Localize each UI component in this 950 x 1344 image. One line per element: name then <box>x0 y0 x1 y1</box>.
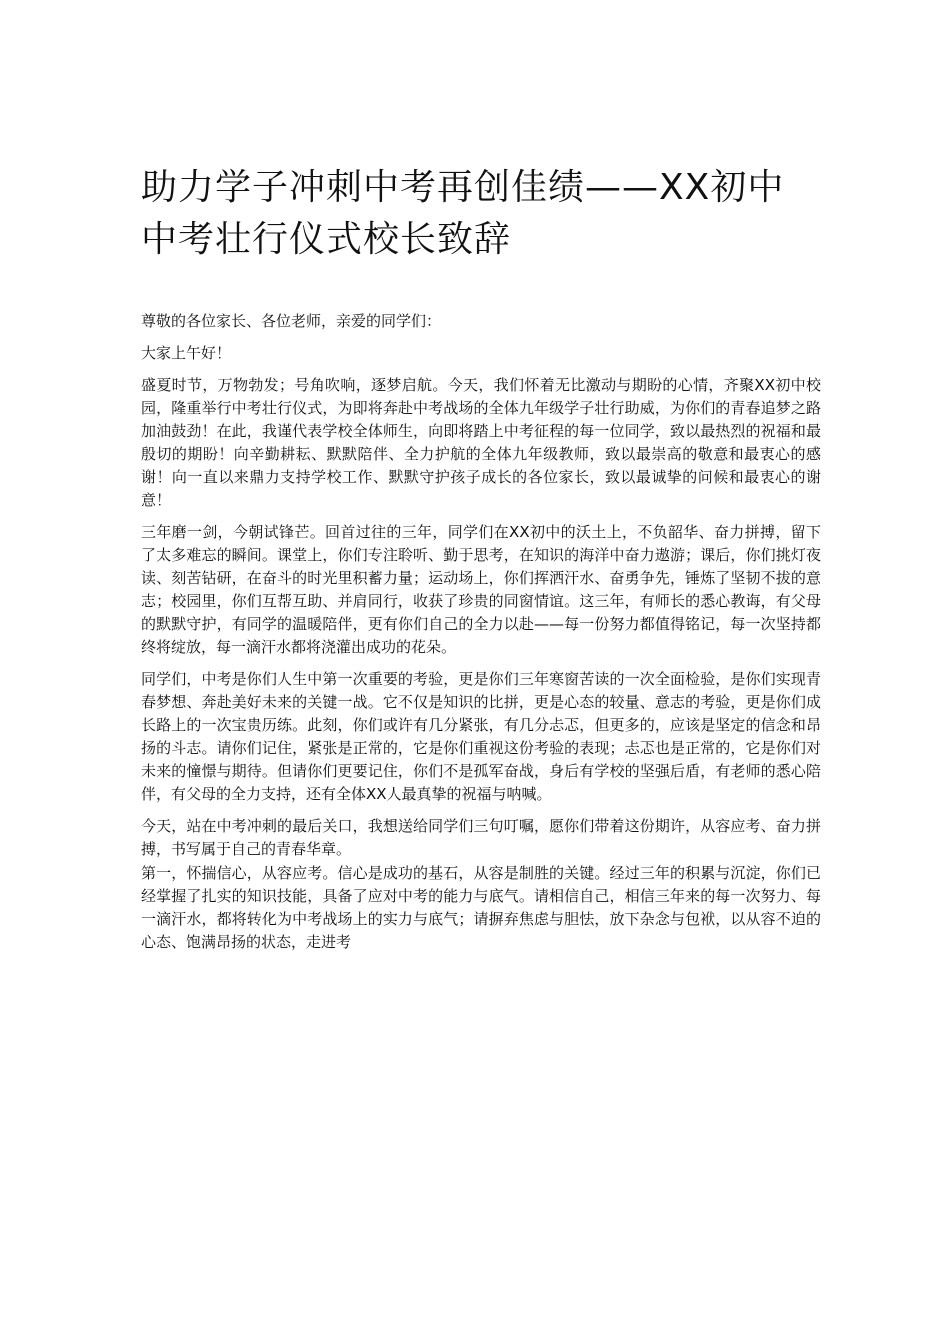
paragraph-three-years: 三年磨一剑，今朝试锋芒。回首过往的三年，同学们在XX初中的沃土上，不负韶华、奋力拼搏，留下了太多难忘的瞬间。课堂上，你们专注聆听、勤于思考，在知识的海洋中奋力遨游；课后，你们挑灯夜读、刻苦钻研，在奋斗的时光里积蓄力量；运动场上，你们挥洒汗水、奋勇争先，锤炼了坚韧不拔的意志；校园里，你们互帮互助、并肩同行，收获了珍贵的同窗情谊。这三年，有师长的悉心教诲，有父母的默默守护，有同学的温暖陪伴，更有你们自己的全力以赴——每一份努力都值得铭记，每一次坚持都终将绽放，每一滴汗水都将浇灌出成功的花朵。 <box>141 523 821 656</box>
paragraph-exam-meaning: 同学们，中考是你们人生中第一次重要的考验，更是你们三年寒窗苦读的一次全面检验，是你们实现青春梦想、奔赴美好未来的关键一战。它不仅是知识的比拼，更是心态的较量、意志的考验，更是你们成长路上的一次宝贵历练。此刻，你们或许有几分紧张，有几分忐忑，但更多的，应该是坚定的信念和昂扬的斗志。请你们记住，紧张是正常的，它是你们重视这份考验的表现；忐忑也是正常的，它是你们对未来的憧憬与期待。但请你们更要记住，你们不是孤军奋战，身后有学校的坚强后盾，有老师的悉心陪伴，有父母的全力支持，还有全体XX人最真挚的祝福与呐喊。 <box>141 670 821 803</box>
paragraph-three-wishes-intro: 今天，站在中考冲刺的最后关口，我想送给同学们三句叮嘱，愿你们带着这份期许，从容应考、奋力拼搏，书写属于自己的青春华章。 <box>141 817 821 858</box>
document-body <box>141 310 821 963</box>
document-title: 助力学子冲刺中考再创佳绩——XX初中中考壮行仪式校长致辞 <box>141 167 785 260</box>
paragraph-first-wish: 第一，怀揣信心，从容应考。信心是成功的基石，从容是制胜的关键。经过三年的积累与沉淀，你们已经掌握了扎实的知识技能，具备了应对中考的能力与底气。请相信自己，相信三年来的每一次努力、每一滴汗水，都将转化为中考战场上的实力与底气；请摒弃焦虑与胆怯，放下杂念与包袱，以从容不迫的心态、饱满昂扬的状态，走进考 <box>141 864 821 951</box>
paragraph-opening: 盛夏时节，万物勃发；号角吹响，逐梦启航。今天，我们怀着无比激动与期盼的心情，齐聚XX初中校园，隆重举行中考壮行仪式，为即将奔赴中考战场的全体九年级学子壮行助威，为你们的青春追梦之路加油鼓劲！在此，我谨代表学校全体师生，向即将踏上中考征程的每一位同学，致以最热烈的祝福和最殷切的期盼！向辛勤耕耘、默默陪伴、全力护航的全体九年级教师，致以最崇高的敬意和最衷心的感谢！向一直以来鼎力支持学校工作、默默守护孩子成长的各位家长，致以最诚挚的问候和最衷心的谢意！ <box>141 376 821 509</box>
salutation-line: 大家上午好！ <box>141 344 232 362</box>
greeting-line: 尊敬的各位家长、各位老师，亲爱的同学们： <box>141 312 442 330</box>
